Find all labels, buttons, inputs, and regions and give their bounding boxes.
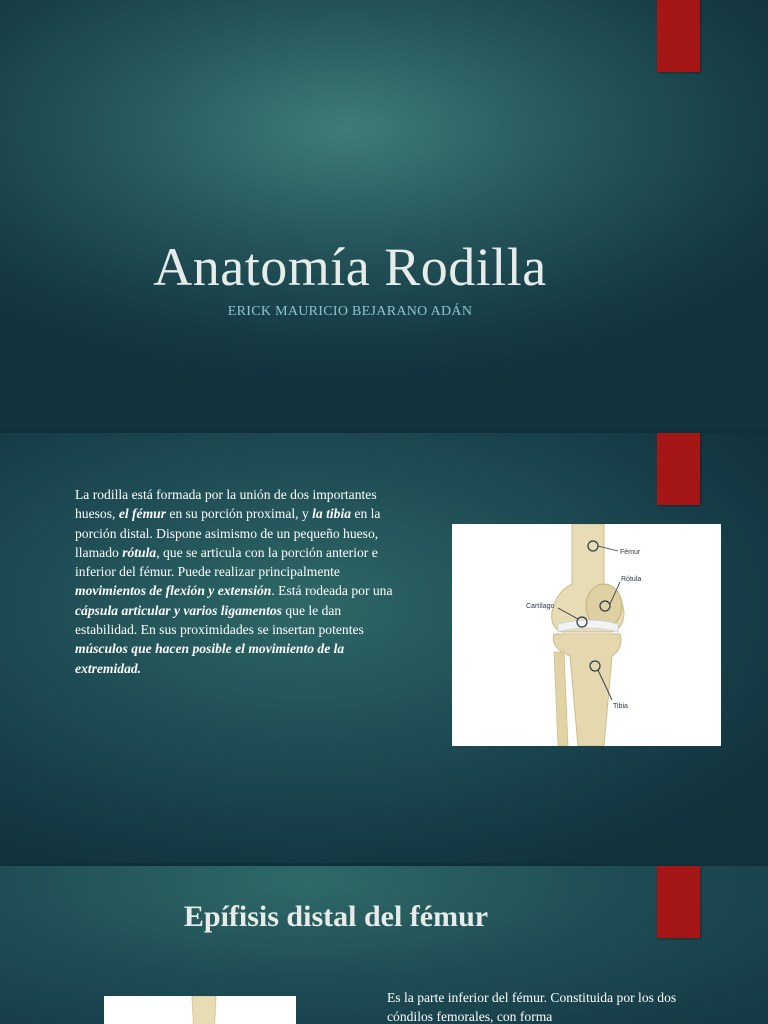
accent-bar: [657, 0, 700, 72]
emphasis-movements: movimientos de flexión y extensión: [75, 583, 272, 599]
presentation-title: Anatomía Rodilla: [153, 237, 547, 297]
emphasis-rotula: rótula: [122, 544, 157, 560]
emphasis-tibia: la tibia: [312, 506, 352, 522]
title-slide: [0, 0, 768, 430]
knee-anatomy-image: [452, 524, 721, 746]
knee-description-slide: [0, 433, 768, 863]
text-run: que le dan estabilidad. En sus proximidades se insertan potentes: [75, 602, 364, 638]
author-subtitle: ERICK MAURICIO BEJARANO ADÁN: [227, 304, 473, 319]
femur-image: [104, 996, 296, 1024]
label-cartilago: Cartílago: [526, 603, 555, 610]
text-run: en la porción distal. Dispone asimismo de un pequeño hueso, llamado: [75, 506, 381, 560]
text-run: . Está rodeada por una: [271, 583, 393, 599]
section-title: Epífisis distal del fémur: [183, 900, 489, 933]
emphasis-capsule: cápsula articular y varios ligamentos: [75, 602, 282, 618]
accent-bar: [657, 433, 700, 505]
femur-illustration: [104, 996, 296, 1024]
knee-description-text: [75, 485, 400, 678]
label-femur: Fémur: [620, 549, 641, 556]
epifisis-slide: [0, 866, 768, 1024]
text-run: , que se articula con la porción anterior e inferior del fémur. Puede realizar principalmente: [75, 544, 378, 580]
emphasis-femur: el fémur: [118, 506, 167, 522]
label-rotula: Rótula: [621, 576, 642, 583]
label-tibia: Tibia: [613, 703, 628, 710]
text-run: en su porción proximal, y: [166, 506, 313, 522]
epifisis-description: Es la parte inferior del fémur. Constituida por los dos cóndilos femorales, con forma: [387, 990, 677, 1024]
text-run: La rodilla está formada por la unión de dos importantes huesos,: [75, 487, 377, 522]
emphasis-muscles: músculos que hacen posible el movimiento de la extremidad.: [75, 641, 345, 676]
knee-illustration: [452, 524, 721, 746]
